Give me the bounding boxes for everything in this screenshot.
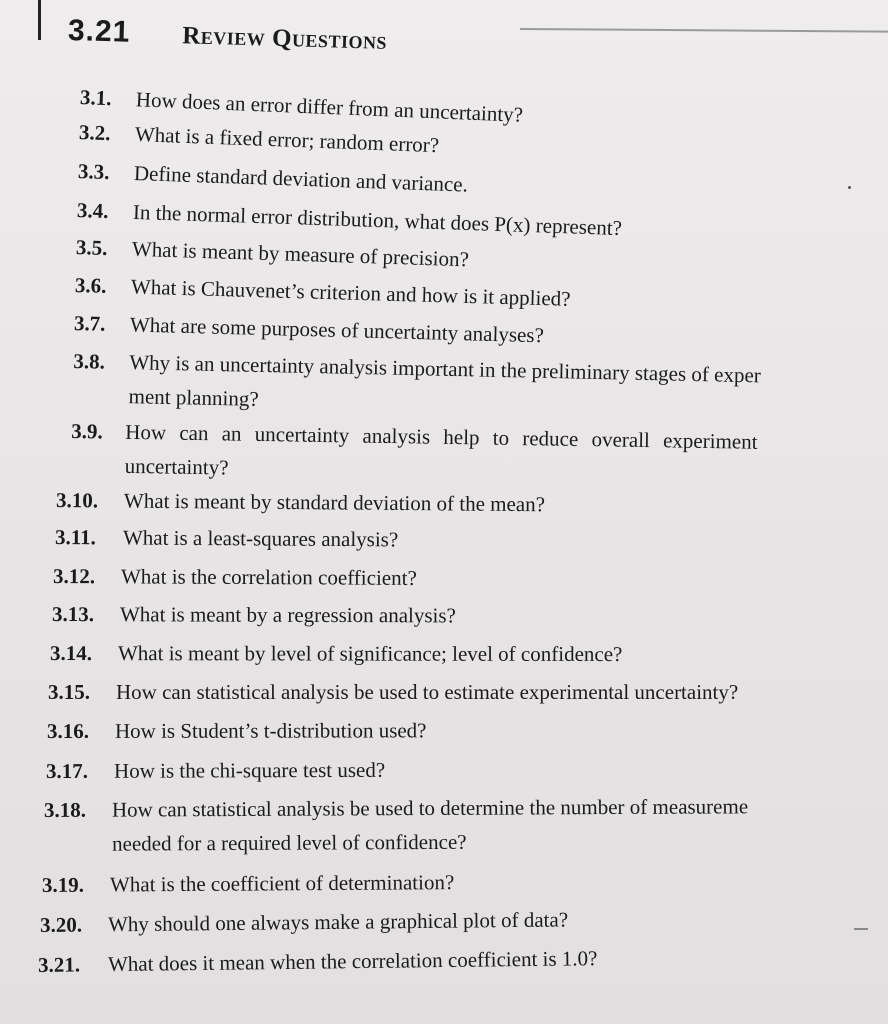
question-item [38,941,598,982]
question-item [48,675,738,709]
question-item [52,597,456,632]
question-item [47,713,427,748]
section-number: 3.21 [67,14,131,49]
question-number: 3.18. [43,797,86,823]
question-item [53,559,417,595]
question-item [70,414,757,493]
question-text: What is the coefficient of determination? [109,870,455,897]
question-text: What is the correlation coefficient? [120,564,417,590]
question-number: 3.4. [76,198,109,224]
question-number: 3.10. [55,488,99,513]
question-text: How can an uncertainty analysis help to reduce overall experiment [125,419,758,454]
question-text: Why is an uncertainty analysis important in the preliminary stages of exper [129,350,762,388]
question-text-continued: ment planning? [128,384,259,411]
question-text: What is meant by measure of precision? [131,236,470,272]
question-text: What is meant by level of significance; level of confidence? [117,641,623,666]
section-title: Review Questions [181,22,388,55]
question-text: What does it mean when the correlation coefficient is 1.0? [107,946,598,977]
question-number: 3.8. [73,349,106,374]
question-item [55,520,398,556]
question-number: 3.6. [74,273,107,298]
question-number: 3.19. [41,872,85,897]
question-text: How can statistical analysis be used to determine the number of measureme [111,794,749,822]
question-text-continued: needed for a required level of confidence? [112,829,467,856]
question-text: Why should one always make a graphical plot of data? [107,907,569,937]
question-number: 3.12. [52,564,96,589]
question-text: What is Chauvenet’s criterion and how is it applied? [130,274,571,311]
question-item [56,483,545,521]
question-text-continued: uncertainty? [124,453,229,480]
question-item [44,789,749,861]
question-number: 3.2. [78,120,111,146]
question-number: 3.1. [79,85,112,111]
question-text: What is meant by a regression analysis? [119,602,456,628]
question-text: How does an error differ from an uncertainty? [135,87,524,127]
question-item [42,865,454,902]
question-number: 3.20. [39,912,83,937]
question-item [40,902,568,942]
question-number: 3.16. [46,718,90,743]
question-number: 3.3. [77,159,110,185]
question-text: In the normal error distribution, what does P(x) represent? [132,199,623,241]
question-number: 3.15. [48,680,90,704]
question-text: How can statistical analysis be used to estimate experimental uncertainty? [116,680,739,704]
speck [848,186,851,189]
question-item [50,636,622,671]
question-number: 3.17. [45,758,89,783]
question-text: What is a fixed error; random error? [134,122,440,158]
question-number: 3.7. [73,311,106,336]
question-text: Define standard deviation and variance. [133,160,469,197]
question-number: 3.11. [54,525,96,550]
question-text: What is meant by standard deviation of the mean? [123,488,546,517]
question-text: What is a least-squares analysis? [122,525,399,552]
question-number: 3.14. [49,641,93,666]
question-item [46,753,385,788]
question-item [72,344,761,426]
question-text: How is the chi-square test used? [113,757,386,783]
question-number: 3.9. [71,419,103,444]
question-number: 3.13. [51,602,95,627]
question-number: 3.5. [75,235,108,260]
question-text: How is Student’s t-distribution used? [114,718,427,743]
edge-mark [854,928,868,930]
question-text: What are some purposes of uncertainty analyses? [129,312,545,348]
question-number: 3.21. [37,952,81,977]
